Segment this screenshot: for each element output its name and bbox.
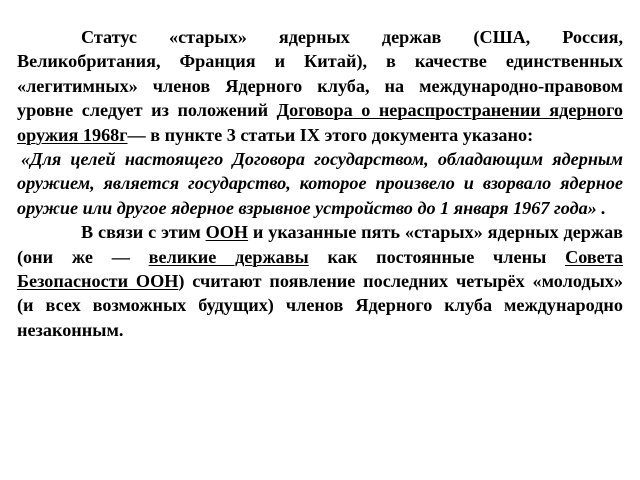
quote-trailing: . [596,197,606,218]
paragraph-text: как постоянные члены [308,246,566,267]
paragraph-nuclear-powers-status [17,25,623,147]
paragraph-text: ) считают появление последних четырёх «молодых» (и всех возможных будущих) членов Ядерного клуба международно незаконным. [17,271,623,340]
great-powers-link[interactable]: великие державы [148,246,309,267]
quote-text: «Для целей настоящего Договора государством, обладающим ядерным оружием, является государство, которое произвело и взорвало ядерное оружие или другое ядерное взрывное устройство до 1 января 1967 года» [17,149,623,218]
un-link[interactable]: ООН [205,222,249,243]
document-body [17,25,623,342]
paragraph-un-position [17,220,623,342]
paragraph-text: и указанные пять «старых» ядерных держав (они же — [17,222,623,267]
security-council-link[interactable]: Совета Безопасности ООН [17,246,623,292]
paragraph-text: В связи с этим [81,222,206,243]
treaty-quote [17,147,623,220]
npt-treaty-link[interactable]: Договора о нераспространении ядерного оружия 1968г [17,100,624,145]
paragraph-text: Статус «старых» ядерных держав (США, Россия, Великобритания, Франция и Китай), в качестве единственных «легитимных» членов Ядерного клуба, на международно-правовом уровне следует из положений [17,27,623,121]
paragraph-text: — в пункте 3 статьи IX этого документа указано: [127,124,534,145]
